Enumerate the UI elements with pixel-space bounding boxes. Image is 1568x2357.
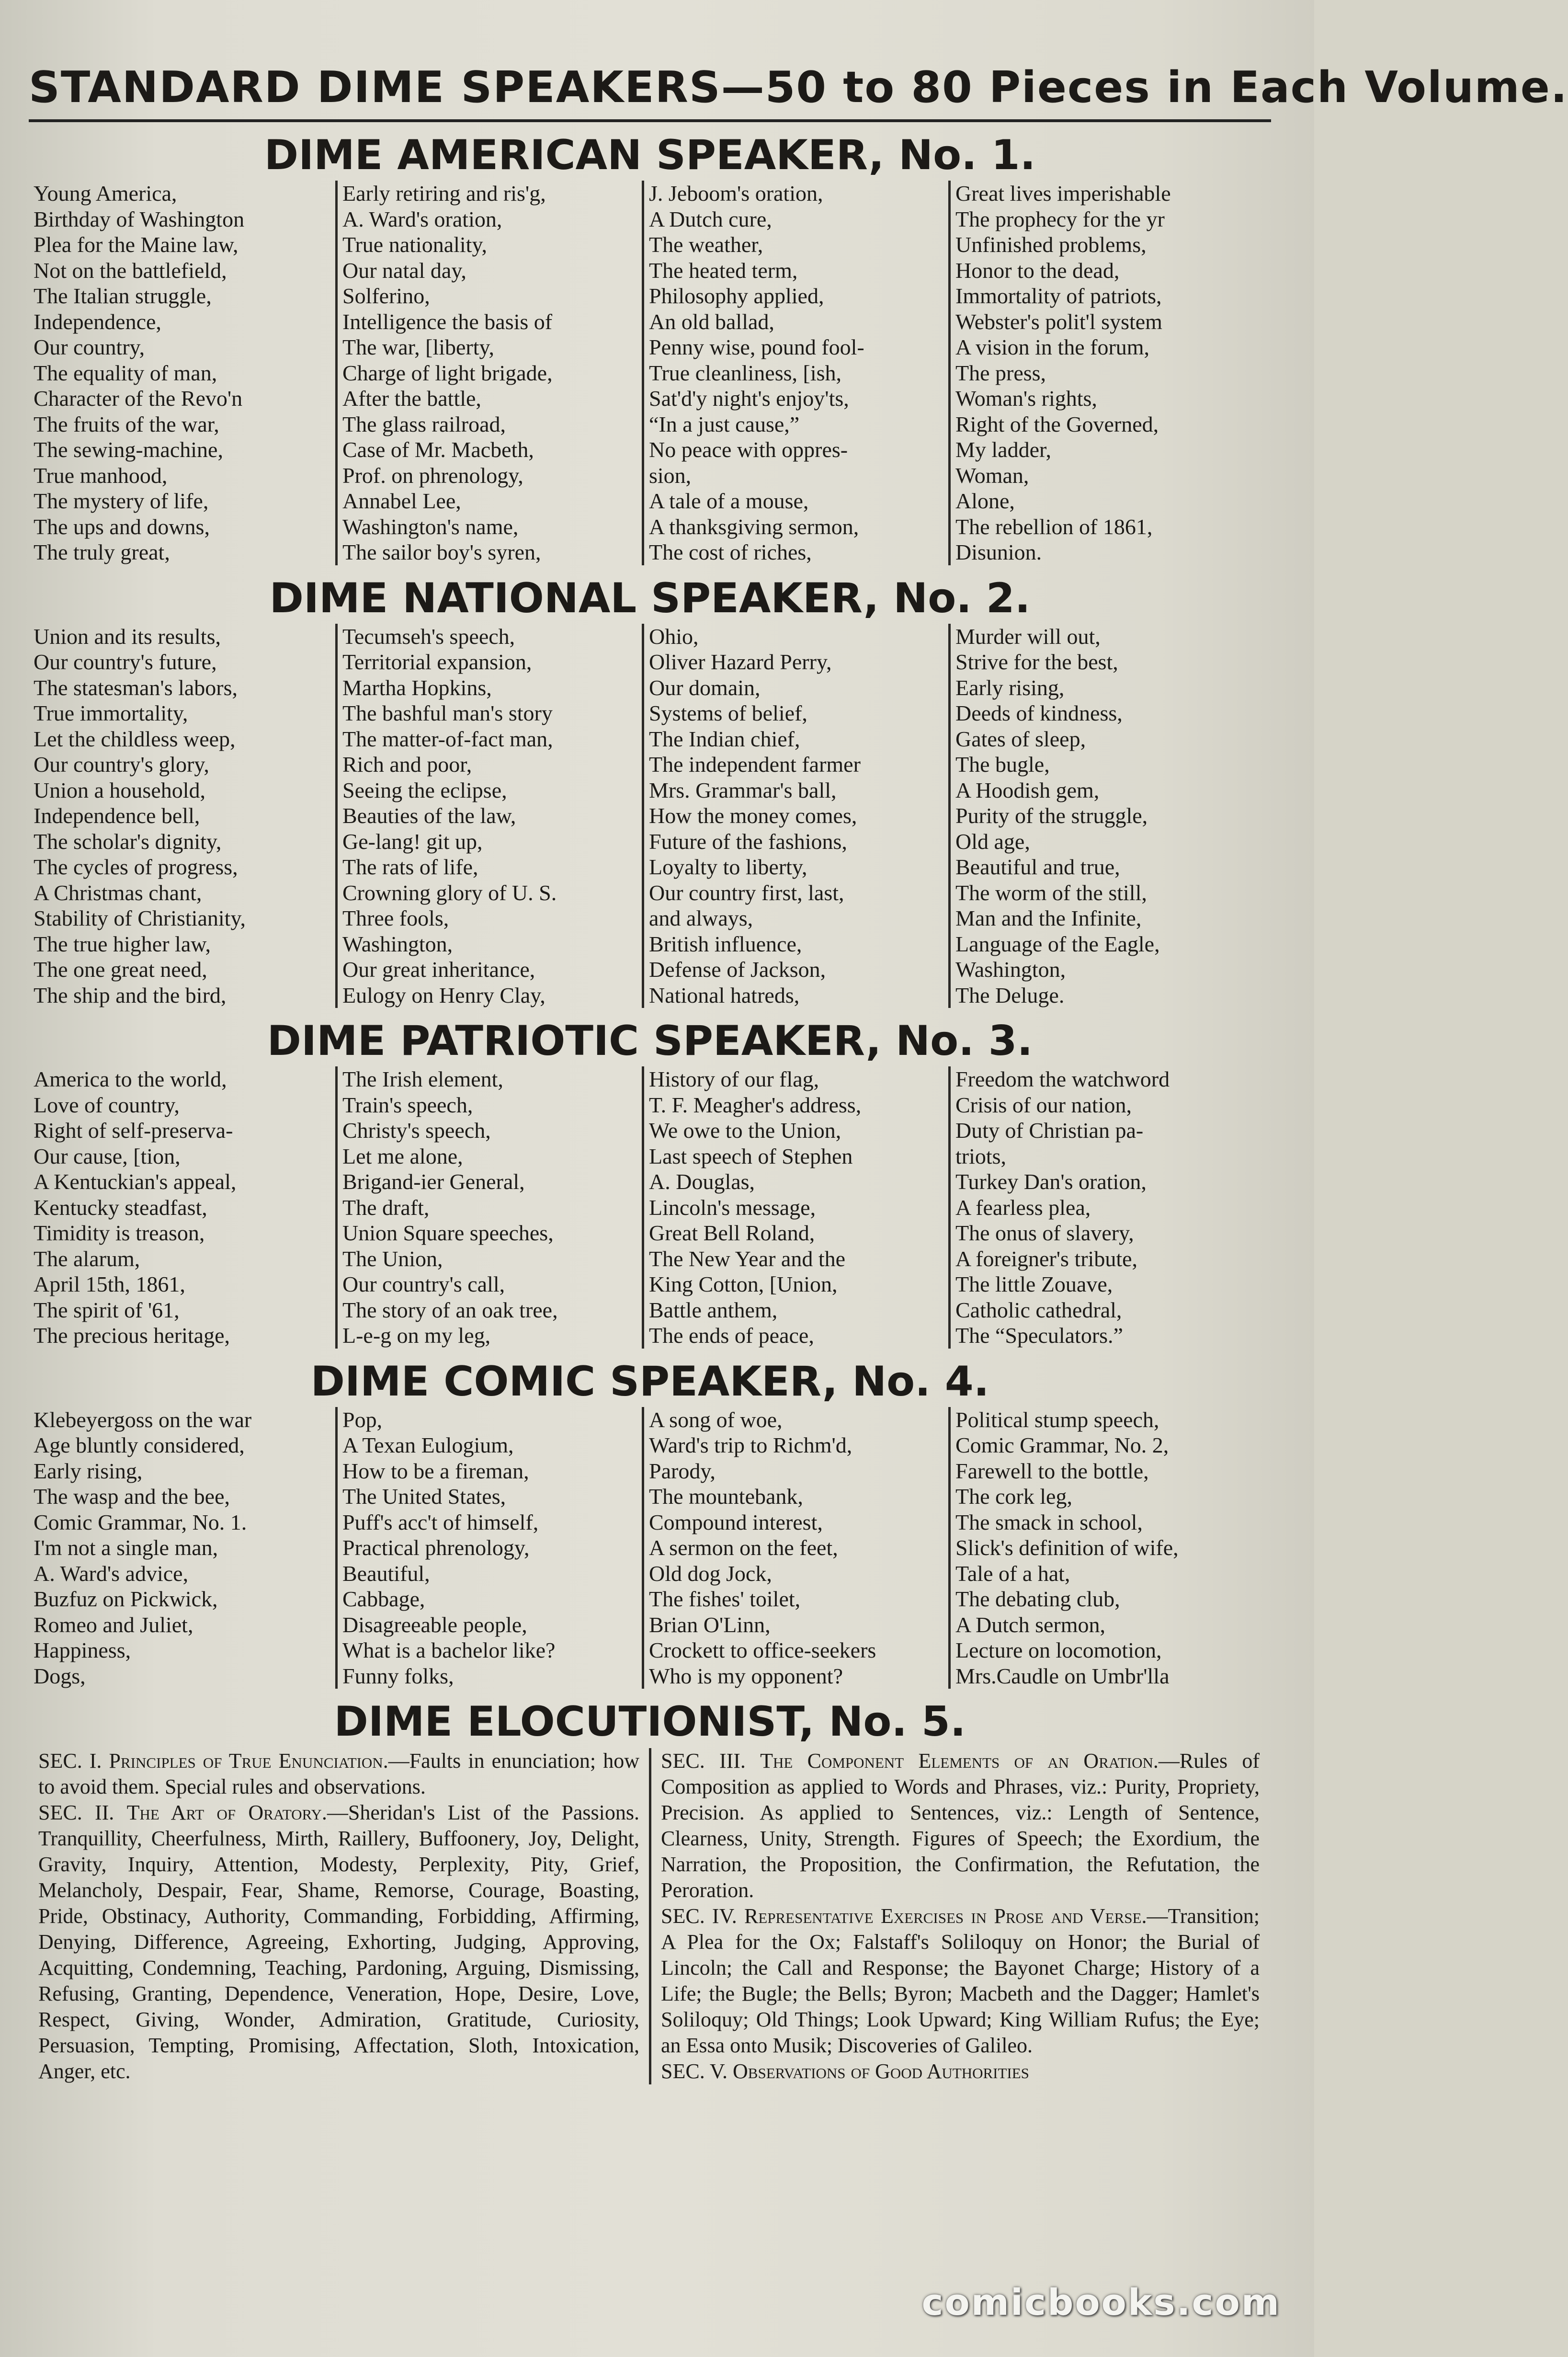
piece-title: Oliver Hazard Perry, xyxy=(649,650,832,674)
piece-title: The spirit of '61, xyxy=(34,1297,180,1322)
contents-column xyxy=(948,624,1269,1008)
piece-title: The bashful man's story xyxy=(342,701,553,725)
watermark: comicbooks.com xyxy=(921,2281,1281,2323)
piece-title: Right of self-preserva- xyxy=(34,1118,233,1143)
piece-title: Defense of Jackson, xyxy=(649,957,826,982)
piece-title: Three fools, xyxy=(342,906,449,930)
piece-title: Compound interest, xyxy=(649,1510,823,1534)
piece-title: The equality of man, xyxy=(34,360,217,385)
piece-title: Woman, xyxy=(955,463,1029,488)
piece-title: A. Ward's oration, xyxy=(342,206,502,231)
piece-title: National hatreds, xyxy=(649,983,800,1007)
piece-title: The ship and the bird, xyxy=(34,983,227,1007)
piece-title: Comic Grammar, No. 2, xyxy=(955,1433,1169,1457)
piece-title: The “Speculators.” xyxy=(955,1323,1123,1348)
piece-title: sion, xyxy=(649,463,692,488)
speaker-title: DIME PATRIOTIC SPEAKER, No. 3. xyxy=(267,1017,1033,1065)
piece-title: Brian O'Linn, xyxy=(649,1612,771,1637)
piece-title: The one great need, xyxy=(34,957,207,982)
piece-title: Dogs, xyxy=(34,1663,86,1688)
piece-title: “In a just cause,” xyxy=(649,412,800,436)
piece-title: Gates of sleep, xyxy=(955,726,1086,751)
piece-title: History of our flag, xyxy=(649,1067,819,1091)
piece-title: Age bluntly considered, xyxy=(34,1433,245,1457)
piece-title: Purity of the struggle, xyxy=(955,803,1148,828)
piece-title: Union a household, xyxy=(34,778,206,802)
piece-title: Kentucky steadfast, xyxy=(34,1195,207,1220)
piece-title: Klebeyergoss on the war xyxy=(34,1407,252,1432)
piece-title: The prophecy for the yr xyxy=(955,206,1165,231)
piece-title: The cost of riches, xyxy=(649,540,812,564)
page-title: STANDARD DIME SPEAKERS—50 to 80 Pieces in Each Volume. xyxy=(29,62,1271,122)
piece-title: Ward's trip to Richm'd, xyxy=(649,1433,852,1457)
piece-title: Our country first, last, xyxy=(649,880,844,905)
section-text: —Transition; A Plea for the Ox; Falstaff's Soliloquy on Honor; the Burial of Lincoln; the Call and Response; the Bayonet Charge; History of a Life; the Bugle; the Bells; Byron; Macbeth and the Dagger; Hamlet's Soliloquy; Old Things; Look Upward; King William Rufus; the Eye; an Essa onto Musik; Discoveries of Galileo. xyxy=(661,1904,1260,2057)
piece-title: A. Ward's advice, xyxy=(34,1561,189,1586)
piece-title: The ends of peace, xyxy=(649,1323,814,1348)
piece-title: Loyalty to liberty, xyxy=(649,855,807,879)
section-sc: Principles of True Enunciation. xyxy=(109,1749,388,1773)
piece-title: Case of Mr. Macbeth, xyxy=(342,437,534,462)
piece-title: Early rising, xyxy=(955,675,1065,700)
piece-title: Not on the battlefield, xyxy=(34,258,227,283)
piece-title: Christy's speech, xyxy=(342,1118,491,1143)
piece-title: After the battle, xyxy=(342,386,481,411)
piece-title: The Irish element, xyxy=(342,1067,503,1091)
piece-title: The story of an oak tree, xyxy=(342,1297,558,1322)
piece-title: The fishes' toilet, xyxy=(649,1587,801,1611)
piece-title: Freedom the watchword xyxy=(955,1067,1170,1091)
elocutionist-section xyxy=(38,1800,639,2084)
piece-title: A Christmas chant, xyxy=(34,880,202,905)
piece-title: Washington's name, xyxy=(342,514,519,539)
piece-title: Our great inheritance, xyxy=(342,957,535,982)
piece-title: Immortality of patriots, xyxy=(955,284,1162,308)
piece-title: Crisis of our nation, xyxy=(955,1092,1132,1117)
section-sc: The Component Elements of an Oration. xyxy=(760,1749,1159,1773)
piece-title: Our domain, xyxy=(649,675,761,700)
piece-title: We owe to the Union, xyxy=(649,1118,841,1143)
piece-title: Unfinished problems, xyxy=(955,232,1147,257)
speaker-contents xyxy=(29,181,1271,565)
section-text: —Sheridan's List of the Passions. Tranquillity, Cheerfulness, Mirth, Raillery, Buffoonery, Joy, Delight, Gravity, Inquiry, Attention, Modesty, Perplexity, Pity, Grief, Melancholy, Despair, Fear, Shame, Remorse, Courage, Boasting, Pride, Obstinacy, Authority, Commanding, Forbidding, Affirming, Denying, Difference, Agreeing, Exhorting, Judging, Approving, Acquitting, Condemning, Teaching, Pardoning, Arguing, Dismissing, Refusing, Granting, Dependence, Veneration, Hope, Desire, Love, Respect, Giving, Wonder, Admiration, Gratitude, Curiosity, Persuasion, Tempting, Promising, Affectation, Sloth, Intoxication, Anger, etc. xyxy=(38,1801,640,2083)
piece-title: The fruits of the war, xyxy=(34,412,219,436)
piece-title: Who is my opponent? xyxy=(649,1663,843,1688)
piece-title: The heated term, xyxy=(649,258,798,283)
piece-title: The debating club, xyxy=(955,1587,1120,1611)
piece-title: King Cotton, [Union, xyxy=(649,1272,838,1296)
piece-title: Eulogy on Henry Clay, xyxy=(342,983,545,1007)
piece-title: L-e-g on my leg, xyxy=(342,1323,491,1348)
piece-title: My ladder, xyxy=(955,437,1051,462)
piece-title: The rats of life, xyxy=(342,855,478,879)
piece-title: Political stump speech, xyxy=(955,1407,1159,1432)
elocutionist-section xyxy=(661,1748,1260,1903)
piece-title: Rich and poor, xyxy=(342,752,472,777)
contents-column xyxy=(29,181,335,565)
piece-title: The Indian chief, xyxy=(649,726,800,751)
piece-title: The ups and downs, xyxy=(34,514,210,539)
piece-title: The statesman's labors, xyxy=(34,675,238,700)
piece-title: The weather, xyxy=(649,232,763,257)
contents-column xyxy=(642,1407,948,1689)
piece-title: A thanksgiving sermon, xyxy=(649,514,859,539)
piece-title: Language of the Eagle, xyxy=(955,931,1160,956)
piece-title: The precious heritage, xyxy=(34,1323,230,1348)
piece-title: Puff's acc't of himself, xyxy=(342,1510,539,1534)
piece-title: Beauties of the law, xyxy=(342,803,516,828)
section-sc: The Art of Oratory. xyxy=(126,1801,327,1824)
piece-title: and always, xyxy=(649,906,753,930)
piece-title: Ohio, xyxy=(649,624,699,649)
piece-title: Independence, xyxy=(34,309,161,334)
piece-title: Comic Grammar, No. 1. xyxy=(34,1510,247,1534)
piece-title: T. F. Meagher's address, xyxy=(649,1092,862,1117)
piece-title: The press, xyxy=(955,360,1046,385)
piece-title: The United States, xyxy=(342,1484,506,1509)
piece-title: Mrs. Grammar's ball, xyxy=(649,778,837,802)
speaker-contents xyxy=(29,1066,1271,1349)
piece-title: Martha Hopkins, xyxy=(342,675,492,700)
piece-title: Great lives imperishable xyxy=(955,181,1171,206)
contents-column xyxy=(642,181,948,565)
piece-title: The rebellion of 1861, xyxy=(955,514,1153,539)
piece-title: Lincoln's message, xyxy=(649,1195,816,1220)
piece-title: Intelligence the basis of xyxy=(342,309,553,334)
piece-title: Washington, xyxy=(955,957,1066,982)
piece-title: Disunion. xyxy=(955,540,1042,564)
contents-column xyxy=(335,1407,642,1689)
contents-column xyxy=(948,1407,1269,1689)
piece-title: A Hoodish gem, xyxy=(955,778,1100,802)
elocutionist-sections xyxy=(29,1748,1271,2084)
piece-title: True manhood, xyxy=(34,463,168,488)
piece-title: Tale of a hat, xyxy=(955,1561,1070,1586)
piece-title: Independence bell, xyxy=(34,803,200,828)
elocutionist-left-column xyxy=(29,1748,649,2084)
piece-title: Train's speech, xyxy=(342,1092,473,1117)
piece-title: Birthday of Washington xyxy=(34,206,245,231)
piece-title: Right of the Governed, xyxy=(955,412,1159,436)
piece-title: Territorial expansion, xyxy=(342,650,532,674)
piece-title: A Texan Eulogium, xyxy=(342,1433,514,1457)
contents-column xyxy=(335,181,642,565)
piece-title: A Kentuckian's appeal, xyxy=(34,1169,237,1194)
piece-title: The mystery of life, xyxy=(34,489,209,513)
piece-title: The onus of slavery, xyxy=(955,1221,1134,1245)
piece-title: A fearless plea, xyxy=(955,1195,1091,1220)
piece-title: The smack in school, xyxy=(955,1510,1143,1534)
piece-title: The cycles of progress, xyxy=(34,855,238,879)
piece-title: Solferino, xyxy=(342,284,430,308)
piece-title: America to the world, xyxy=(34,1067,227,1091)
piece-title: Crowning glory of U. S. xyxy=(342,880,557,905)
contents-column xyxy=(29,1066,335,1349)
piece-title: Pop, xyxy=(342,1407,383,1432)
piece-title: The glass railroad, xyxy=(342,412,506,436)
piece-title: A. Douglas, xyxy=(649,1169,755,1194)
piece-title: The truly great, xyxy=(34,540,170,564)
piece-title: Our country's future, xyxy=(34,650,217,674)
piece-title: Love of country, xyxy=(34,1092,180,1117)
piece-title: True nationality, xyxy=(342,232,487,257)
piece-title: Our country's call, xyxy=(342,1272,505,1296)
piece-title: Union and its results, xyxy=(34,624,221,649)
piece-title: Mrs.Caudle on Umbr'lla xyxy=(955,1663,1170,1688)
speaker-title: DIME NATIONAL SPEAKER, No. 2. xyxy=(269,574,1031,622)
piece-title: Romeo and Juliet, xyxy=(34,1612,193,1637)
contents-column xyxy=(335,624,642,1008)
piece-title: Our natal day, xyxy=(342,258,466,283)
piece-title: An old ballad, xyxy=(649,309,774,334)
section-text: —Rules of Composition as applied to Words and Phrases, viz.: Purity, Propriety, Precision. As applied to Sentences, viz.: Length of Sentence, Clearness, Unity, Strength. Figures of Speech; the Exordium, the Narration, the Proposition, the Confirmation, the Refutation, the Peroration. xyxy=(661,1749,1260,1902)
piece-title: Beautiful and true, xyxy=(955,855,1120,879)
speaker-title: DIME COMIC SPEAKER, No. 4. xyxy=(310,1357,989,1406)
section-sc: Representative Exercises in Prose and Verse. xyxy=(744,1904,1147,1928)
contents-column xyxy=(642,1066,948,1349)
piece-title: A tale of a mouse, xyxy=(649,489,809,513)
speaker-list xyxy=(29,131,1271,1689)
piece-title: Washington, xyxy=(342,931,453,956)
section-text: —Faults in enunciation; how to avoid them. Special rules and observations. xyxy=(38,1749,639,1798)
piece-title: A Dutch sermon, xyxy=(955,1612,1106,1637)
piece-title: Farewell to the bottle, xyxy=(955,1458,1149,1483)
piece-title: Timidity is treason, xyxy=(34,1221,205,1245)
piece-title: Turkey Dan's oration, xyxy=(955,1169,1147,1194)
piece-title: The alarum, xyxy=(34,1246,140,1271)
contents-column xyxy=(29,624,335,1008)
piece-title: Old dog Jock, xyxy=(649,1561,772,1586)
contents-column xyxy=(335,1066,642,1349)
speaker-title: DIME AMERICAN SPEAKER, No. 1. xyxy=(264,131,1036,179)
piece-title: triots, xyxy=(955,1144,1007,1168)
piece-title: I'm not a single man, xyxy=(34,1535,218,1560)
piece-title: Character of the Revo'n xyxy=(34,386,243,411)
piece-title: Duty of Christian pa- xyxy=(955,1118,1144,1143)
piece-title: The little Zouave, xyxy=(955,1272,1113,1296)
piece-title: Let me alone, xyxy=(342,1144,463,1168)
elocutionist-section xyxy=(661,1903,1260,2059)
piece-title: Parody, xyxy=(649,1458,716,1483)
piece-title: The mountebank, xyxy=(649,1484,803,1509)
piece-title: Honor to the dead, xyxy=(955,258,1120,283)
piece-title: Battle anthem, xyxy=(649,1297,778,1322)
piece-title: Sat'd'y night's enjoy'ts, xyxy=(649,386,849,411)
piece-title: The draft, xyxy=(342,1195,430,1220)
piece-title: Penny wise, pound fool- xyxy=(649,335,864,359)
section-sc: Observations of Good Authorities xyxy=(733,2060,1029,2083)
piece-title: Strive for the best, xyxy=(955,650,1118,674)
piece-title: True cleanliness, [ish, xyxy=(649,360,842,385)
piece-title: Practical phrenology, xyxy=(342,1535,530,1560)
piece-title: The cork leg, xyxy=(955,1484,1072,1509)
elocutionist-title: DIME ELOCUTIONIST, No. 5. xyxy=(334,1698,966,1746)
piece-title: Cabbage, xyxy=(342,1587,425,1611)
piece-title: British influence, xyxy=(649,931,802,956)
piece-title: What is a bachelor like? xyxy=(342,1638,556,1662)
piece-title: Systems of belief, xyxy=(649,701,807,725)
piece-title: A sermon on the feet, xyxy=(649,1535,838,1560)
piece-title: How the money comes, xyxy=(649,803,857,828)
piece-title: The Italian struggle, xyxy=(34,284,212,308)
piece-title: Early rising, xyxy=(34,1458,143,1483)
section-head: SEC. IV. xyxy=(661,1904,737,1928)
piece-title: Seeing the eclipse, xyxy=(342,778,507,802)
piece-title: True immortality, xyxy=(34,701,188,725)
piece-title: A Dutch cure, xyxy=(649,206,772,231)
piece-title: April 15th, 1861, xyxy=(34,1272,185,1296)
piece-title: The New Year and the xyxy=(649,1246,846,1271)
piece-title: Tecumseh's speech, xyxy=(342,624,515,649)
piece-title: Our country's glory, xyxy=(34,752,209,777)
piece-title: Old age, xyxy=(955,829,1030,854)
piece-title: The true higher law, xyxy=(34,931,211,956)
piece-title: Webster's polit'l system xyxy=(955,309,1162,334)
piece-title: Early retiring and ris'g, xyxy=(342,181,546,206)
piece-title: Buzfuz on Pickwick, xyxy=(34,1587,218,1611)
piece-title: A vision in the forum, xyxy=(955,335,1150,359)
piece-title: A foreigner's tribute, xyxy=(955,1246,1138,1271)
piece-title: Last speech of Stephen xyxy=(649,1144,853,1168)
piece-title: Man and the Infinite, xyxy=(955,906,1142,930)
piece-title: Philosophy applied, xyxy=(649,284,824,308)
piece-title: The worm of the still, xyxy=(955,880,1147,905)
piece-title: Stability of Christianity, xyxy=(34,906,246,930)
piece-title: Crockett to office-seekers xyxy=(649,1638,876,1662)
piece-title: Our country, xyxy=(34,335,145,359)
elocutionist-section xyxy=(661,2059,1260,2084)
piece-title: The Union, xyxy=(342,1246,443,1271)
piece-title: J. Jeboom's oration, xyxy=(649,181,823,206)
elocutionist-section xyxy=(38,1748,639,1800)
piece-title: Happiness, xyxy=(34,1638,131,1662)
piece-title: The independent farmer xyxy=(649,752,861,777)
piece-title: Slick's definition of wife, xyxy=(955,1535,1179,1560)
piece-title: Catholic cathedral, xyxy=(955,1297,1122,1322)
piece-title: The Deluge. xyxy=(955,983,1065,1007)
piece-title: Disagreeable people, xyxy=(342,1612,527,1637)
piece-title: Beautiful, xyxy=(342,1561,430,1586)
piece-title: No peace with oppres- xyxy=(649,437,848,462)
piece-title: The wasp and the bee, xyxy=(34,1484,230,1509)
piece-title: Charge of light brigade, xyxy=(342,360,553,385)
piece-title: The scholar's dignity, xyxy=(34,829,222,854)
speaker-contents xyxy=(29,624,1271,1008)
piece-title: A song of woe, xyxy=(649,1407,783,1432)
piece-title: Alone, xyxy=(955,489,1015,513)
piece-title: Prof. on phrenology, xyxy=(342,463,523,488)
speaker-contents xyxy=(29,1407,1271,1689)
contents-column xyxy=(642,624,948,1008)
piece-title: How to be a fireman, xyxy=(342,1458,529,1483)
piece-title: Let the childless weep, xyxy=(34,726,236,751)
piece-title: Annabel Lee, xyxy=(342,489,461,513)
piece-title: The matter-of-fact man, xyxy=(342,726,553,751)
piece-title: Lecture on locomotion, xyxy=(955,1638,1162,1662)
piece-title: Brigand-ier General, xyxy=(342,1169,525,1194)
contents-column xyxy=(29,1407,335,1689)
piece-title: Our cause, [tion, xyxy=(34,1144,181,1168)
piece-title: Murder will out, xyxy=(955,624,1101,649)
section-head: SEC. I. xyxy=(38,1749,102,1773)
elocutionist-right-column xyxy=(649,1748,1269,2084)
piece-title: Funny folks, xyxy=(342,1663,454,1688)
piece-title: The sailor boy's syren, xyxy=(342,540,541,564)
piece-title: Plea for the Maine law, xyxy=(34,232,239,257)
piece-title: Union Square speeches, xyxy=(342,1221,554,1245)
piece-title: Future of the fashions, xyxy=(649,829,847,854)
section-head: SEC. V. xyxy=(661,2060,728,2083)
contents-column xyxy=(948,1066,1269,1349)
piece-title: Great Bell Roland, xyxy=(649,1221,815,1245)
section-head: SEC. III. xyxy=(661,1749,746,1773)
section-head: SEC. II. xyxy=(38,1801,114,1824)
piece-title: Young America, xyxy=(34,181,177,206)
piece-title: The sewing-machine, xyxy=(34,437,223,462)
piece-title: The war, [liberty, xyxy=(342,335,495,359)
piece-title: The bugle, xyxy=(955,752,1050,777)
piece-title: Deeds of kindness, xyxy=(955,701,1123,725)
piece-title: Ge-lang! git up, xyxy=(342,829,483,854)
contents-column xyxy=(948,181,1269,565)
piece-title: Woman's rights, xyxy=(955,386,1097,411)
